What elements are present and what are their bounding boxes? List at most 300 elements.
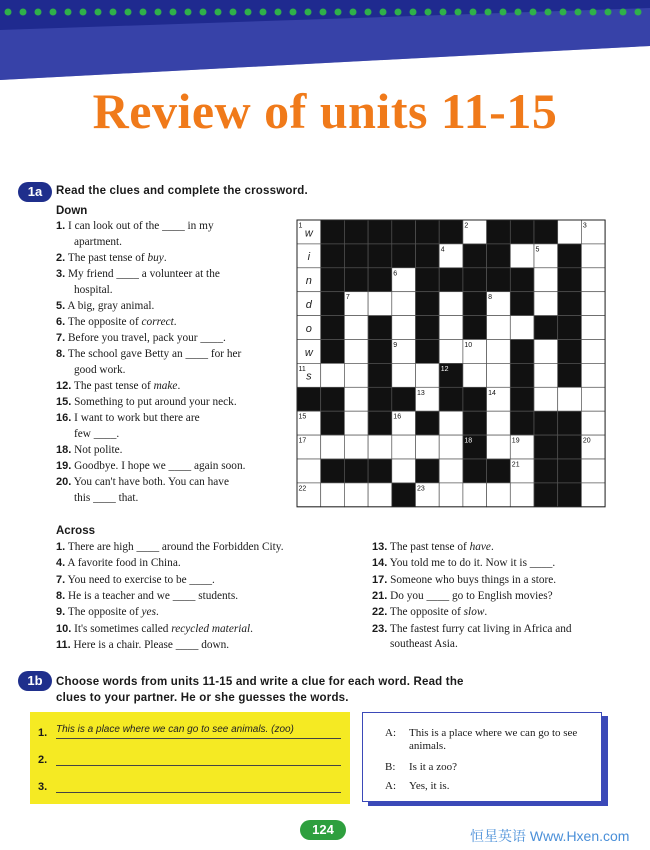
banner-dot [245,9,252,16]
banner-dot [395,9,402,16]
clue-number: 23. [372,622,388,635]
clue-text-cont: few ____. [74,427,120,440]
crossword-black-cell [439,268,463,292]
crossword-filled-letter: w [304,227,313,240]
writing-line-3[interactable] [56,778,341,793]
crossword-black-cell [416,316,440,340]
across-clue [372,622,572,653]
clue-text: There are high ____ around the Forbidden City. [67,541,284,553]
crossword-cell[interactable] [581,387,605,411]
crossword-black-cell [558,435,582,459]
clue-number: 4. [56,557,66,570]
dialogue-text: Is it a zoo? [409,761,457,773]
banner-dot [230,9,237,16]
across-clue [372,573,556,589]
down-clue [56,267,220,298]
banner-dot [260,9,267,16]
crossword-number: 6 [393,270,398,278]
clue-number: 1. [56,541,66,553]
clue-text-cont: southeast Asia. [390,638,458,650]
writing-num-1: 1. [38,727,48,739]
clue-number: 18. [56,444,72,456]
crossword-cell[interactable] [487,411,511,435]
crossword-black-cell [368,220,392,244]
crossword-cell[interactable] [463,363,487,387]
banner-dot [560,9,567,16]
crossword-black-cell [487,459,511,483]
crossword-filled-letter: n [305,275,312,288]
crossword-cell[interactable] [344,435,368,459]
clue-number: 13. [372,541,388,553]
crossword-number: 14 [488,389,496,397]
clue-number: 12. [56,380,72,392]
crossword-black-cell [416,411,440,435]
crossword-filled-letter: o [305,322,312,335]
clue-number: 15. [56,396,72,408]
crossword-black-cell [534,435,558,459]
crossword-black-cell [416,292,440,316]
crossword-black-cell [510,411,534,435]
crossword-cell[interactable] [510,483,534,507]
banner-dot [200,9,207,16]
clue-number: 8. [56,348,66,360]
crossword-black-cell [416,244,440,268]
clue-text: Here is a chair. Please ____ down. [73,638,230,651]
clue-number: 5. [56,300,66,312]
banner-dot [50,9,57,16]
across-clue [56,556,181,572]
crossword-black-cell [510,363,534,387]
down-clue [56,251,167,267]
crossword-black-cell [463,292,487,316]
clue-text-cont: good work. [74,363,126,376]
dialogue-speaker: A: [385,780,396,792]
crossword-cell[interactable] [321,363,345,387]
crossword-number: 3 [582,222,587,230]
crossword-black-cell [321,244,345,268]
down-clue [56,299,154,315]
clue-number: 6. [56,316,66,328]
crossword-black-cell [534,411,558,435]
clue-text-cont: hospital. [74,283,113,296]
banner-dot [5,9,12,16]
clue-text: The past tense of buy. [67,252,167,264]
crossword-black-cell [510,340,534,364]
crossword-cell[interactable] [581,363,605,387]
crossword-cell[interactable] [368,292,392,316]
crossword-black-cell [463,244,487,268]
crossword-cell[interactable] [344,387,368,411]
across-clue [56,638,229,654]
crossword-black-cell [558,483,582,507]
clue-number: 10. [56,622,72,635]
banner-dot [635,9,642,16]
crossword-black-cell [558,268,582,292]
clue-number: 22. [372,606,388,619]
crossword-black-cell [321,387,345,411]
crossword-black-cell [321,268,345,292]
crossword-black-cell [297,387,321,411]
dialogue-text: This is a place where we can go to see animals. [409,727,578,752]
clue-number: 17. [372,573,388,586]
banner-dot [500,9,507,16]
crossword-filled-letter: i [307,251,311,264]
banner-dot [365,9,372,16]
banner-dot [590,9,597,16]
crossword-black-cell [463,411,487,435]
crossword-black-cell [392,483,416,507]
crossword-number: 4 [440,246,445,254]
crossword-cell[interactable] [487,363,511,387]
crossword-black-cell [534,483,558,507]
crossword-number: 15 [298,413,307,421]
crossword-cell[interactable] [439,459,463,483]
banner-dot [290,9,297,16]
crossword-cell[interactable] [392,459,416,483]
crossword-number: 19 [511,437,520,445]
crossword-number: 2 [464,222,469,230]
crossword-cell[interactable] [439,340,463,364]
crossword-cell[interactable] [487,483,511,507]
across-heading: Across [56,525,95,537]
crossword-black-cell [368,316,392,340]
banner-dot [275,9,282,16]
crossword-black-cell [368,363,392,387]
crossword-cell[interactable] [534,363,558,387]
crossword-black-cell [368,340,392,364]
crossword-black-cell [392,244,416,268]
crossword-black-cell [416,340,440,364]
across-clue [56,622,253,638]
crossword-number: 17 [298,437,307,445]
down-clue [56,347,241,378]
crossword-black-cell [392,220,416,244]
dialogue-speaker: B: [385,761,396,773]
crossword-number: 8 [488,294,493,302]
crossword-number: 21 [511,461,520,469]
crossword-cell[interactable] [392,435,416,459]
crossword-black-cell [368,387,392,411]
banner-dot [620,9,627,16]
clue-text: The past tense of make. [73,380,181,392]
clue-number: 7. [56,332,66,344]
crossword-cell[interactable] [368,435,392,459]
section-badge-1b: 1b [18,671,52,691]
clue-text: Goodbye. I hope we ____ again soon. [74,460,246,472]
banner-dot [380,9,387,16]
crossword-black-cell [321,340,345,364]
banner-dot [335,9,342,16]
crossword-number: 16 [393,413,402,421]
across-clue [56,540,284,556]
clue-text: Do you ____ go to English movies? [390,589,553,602]
crossword-cell[interactable] [534,387,558,411]
down-clue [56,411,200,442]
crossword-black-cell [321,459,345,483]
clue-number: 8. [56,589,66,602]
writing-line-2[interactable] [56,751,341,766]
across-clue [372,556,555,572]
down-clue [56,395,237,411]
dialogue-text: Yes, it is. [409,780,450,792]
clue-text-cont: this ____ that. [74,491,139,504]
crossword-black-cell [344,459,368,483]
crossword-filled-letter: d [305,298,312,311]
crossword-black-cell [392,387,416,411]
dialogue-speaker: A: [385,727,396,739]
clue-text: The past tense of have. [389,541,494,553]
banner-dot [110,9,117,16]
crossword-cell[interactable] [487,340,511,364]
crossword-black-cell [487,268,511,292]
crossword-black-cell [344,268,368,292]
crossword-cell[interactable] [581,316,605,340]
banner-dot [35,9,42,16]
watermark: 恒星英语 Www.Hxen.com [470,828,630,844]
clue-text: He is a teacher and we ____ students. [68,589,239,602]
crossword-cell[interactable] [344,363,368,387]
clue-text: I want to work but there are [74,412,200,424]
crossword-number: 10 [464,342,473,349]
crossword-cell[interactable] [439,316,463,340]
down-heading: Down [56,205,88,217]
crossword-black-cell [321,292,345,316]
clue-number: 7. [56,573,66,586]
crossword-cell[interactable] [392,363,416,387]
clue-number: 21. [372,589,388,602]
crossword-cell[interactable] [344,340,368,364]
crossword-filled-letter: s [306,370,312,383]
crossword-black-cell [558,459,582,483]
crossword-cell[interactable] [297,459,321,483]
crossword-black-cell [558,411,582,435]
crossword-black-cell [534,459,558,483]
banner-dot [125,9,132,16]
crossword-black-cell [558,340,582,364]
crossword-number: 22 [298,485,307,493]
writing-num-2: 2. [38,754,48,766]
down-clue [56,219,214,250]
crossword-cell[interactable] [439,292,463,316]
crossword-black-cell [368,244,392,268]
down-clue [56,459,245,475]
banner-dot [20,9,27,16]
clue-text: The opposite of slow. [389,606,488,619]
across-clue [372,605,487,621]
crossword-cell[interactable] [581,483,605,507]
banner-dot [515,9,522,16]
crossword-number: 11 [298,365,306,373]
banner-dot [155,9,162,16]
crossword-black-cell [487,220,511,244]
crossword-black-cell [439,387,463,411]
crossword-black-cell [416,220,440,244]
crossword-black-cell [558,316,582,340]
writing-num-3: 3. [38,781,48,793]
crossword-cell[interactable] [487,435,511,459]
crossword-black-cell [368,268,392,292]
section-badge-1a: 1a [18,182,52,202]
crossword-cell[interactable] [463,483,487,507]
instruction-1b-line2: clues to your partner. He or she guesses the words. [56,692,349,704]
across-clue [372,589,553,605]
down-clue [56,443,122,459]
banner-dot [545,9,552,16]
crossword-cell[interactable] [487,316,511,340]
crossword-grid [296,219,607,508]
banner-dot [305,9,312,16]
instruction-1a: Read the clues and complete the crossword. [56,185,308,197]
down-clue [56,379,180,395]
banner-dot [575,9,582,16]
crossword-number: 20 [582,437,591,445]
crossword-cell[interactable] [344,411,368,435]
banner-dot [320,9,327,16]
clue-text: Not polite. [74,444,123,456]
clue-number: 20. [56,476,72,488]
crossword-black-cell [344,244,368,268]
crossword-cell[interactable] [344,483,368,507]
page-number: 124 [300,820,346,840]
crossword-black-cell [368,411,392,435]
crossword-black-cell [558,244,582,268]
clue-text: The school gave Betty an ____ for her [67,348,242,360]
clue-text: The opposite of yes. [67,606,159,619]
crossword-number: 23 [417,485,425,493]
clue-text: It's sometimes called recycled material. [74,622,253,635]
crossword-cell[interactable] [581,292,605,316]
crossword-number: 5 [535,246,540,254]
crossword-filled-letter: w [304,346,313,359]
clue-number: 9. [56,606,66,619]
instruction-1b-line1: Choose words from units 11-15 and write a clue for each word. Read the [56,676,464,688]
crossword-black-cell [510,292,534,316]
crossword-number: 18 [464,437,473,445]
crossword-cell[interactable] [416,363,440,387]
clue-text: Before you travel, pack your ____. [68,332,226,344]
crossword-black-cell [510,220,534,244]
clue-text: I can look out of the ____ in my [68,220,214,232]
dialogue-box [362,712,602,802]
clue-text: The fastest furry cat living in Africa and [389,622,572,635]
crossword-number: 12 [440,365,449,373]
banner-dot [140,9,147,16]
crossword-black-cell [510,387,534,411]
crossword-cell[interactable] [558,220,582,244]
crossword-number: 9 [393,342,398,349]
across-clue [56,605,159,621]
banner-dot [485,9,492,16]
crossword-black-cell [463,268,487,292]
clue-number: 1. [56,220,66,232]
clue-text: You can't have both. You can have [73,476,229,488]
crossword-black-cell [416,268,440,292]
clue-number: 16. [56,412,72,424]
crossword-number: 7 [345,294,350,302]
crossword-cell[interactable] [392,292,416,316]
crossword-cell[interactable] [439,435,463,459]
crossword-cell[interactable] [581,411,605,435]
crossword-cell[interactable] [581,268,605,292]
clue-number: 14. [372,557,388,570]
crossword-cell[interactable] [321,483,345,507]
crossword-number: 13 [417,389,425,397]
down-clue [56,331,226,347]
across-clue [372,540,494,556]
crossword-cell[interactable] [368,483,392,507]
crossword-black-cell [321,411,345,435]
banner-dot [440,9,447,16]
crossword-cell[interactable] [510,316,534,340]
page-title: Review of units 11-15 [92,83,558,139]
crossword-black-cell [321,316,345,340]
crossword-black-cell [344,220,368,244]
crossword-cell[interactable] [439,411,463,435]
banner-dot [170,9,177,16]
clue-text: My friend ____ a volunteer at the [68,268,220,280]
crossword-cell[interactable] [392,316,416,340]
crossword-black-cell [463,316,487,340]
crossword-black-cell [321,220,345,244]
clue-text: You told me to do it. Now it is ____. [389,557,556,570]
down-clue [56,475,229,506]
banner-dot [65,9,72,16]
crossword-cell[interactable] [534,268,558,292]
crossword-cell[interactable] [321,435,345,459]
banner-dot [410,9,417,16]
crossword-cell[interactable] [534,340,558,364]
clue-text: Something to put around your neck. [74,396,237,408]
crossword-cell[interactable] [558,387,582,411]
clue-text: A favorite food in China. [67,557,181,570]
crossword-cell[interactable] [439,483,463,507]
crossword-black-cell [487,244,511,268]
clue-text: A big, gray animal. [67,300,155,312]
down-clue [56,315,177,331]
banner-dot [425,9,432,16]
clue-number: 2. [56,252,66,264]
crossword-black-cell [368,459,392,483]
clue-text-cont: apartment. [74,235,122,248]
clue-text: You need to exercise to be ____. [67,573,215,586]
crossword-black-cell [416,459,440,483]
crossword-black-cell [463,387,487,411]
banner-dot [605,9,612,16]
banner-dot [470,9,477,16]
writing-line-1[interactable]: This is a place where we can go to see animals. (zoo) [56,724,341,739]
crossword-black-cell [534,220,558,244]
crossword-black-cell [558,292,582,316]
crossword-cell[interactable] [534,292,558,316]
across-clue [56,589,238,605]
crossword-cell[interactable] [581,244,605,268]
crossword-cell[interactable] [510,244,534,268]
across-clue [56,573,215,589]
crossword-cell[interactable] [344,316,368,340]
crossword-black-cell [558,363,582,387]
crossword-black-cell [534,316,558,340]
crossword-black-cell [439,220,463,244]
banner-dot [530,9,537,16]
crossword-cell[interactable] [416,435,440,459]
header-banner [0,0,650,80]
crossword-cell[interactable] [581,340,605,364]
clue-number: 3. [56,268,66,280]
clue-text: Someone who buys things in a store. [390,573,557,586]
clue-text: The opposite of correct. [67,316,177,328]
banner-dot [215,9,222,16]
crossword-cell[interactable] [581,459,605,483]
